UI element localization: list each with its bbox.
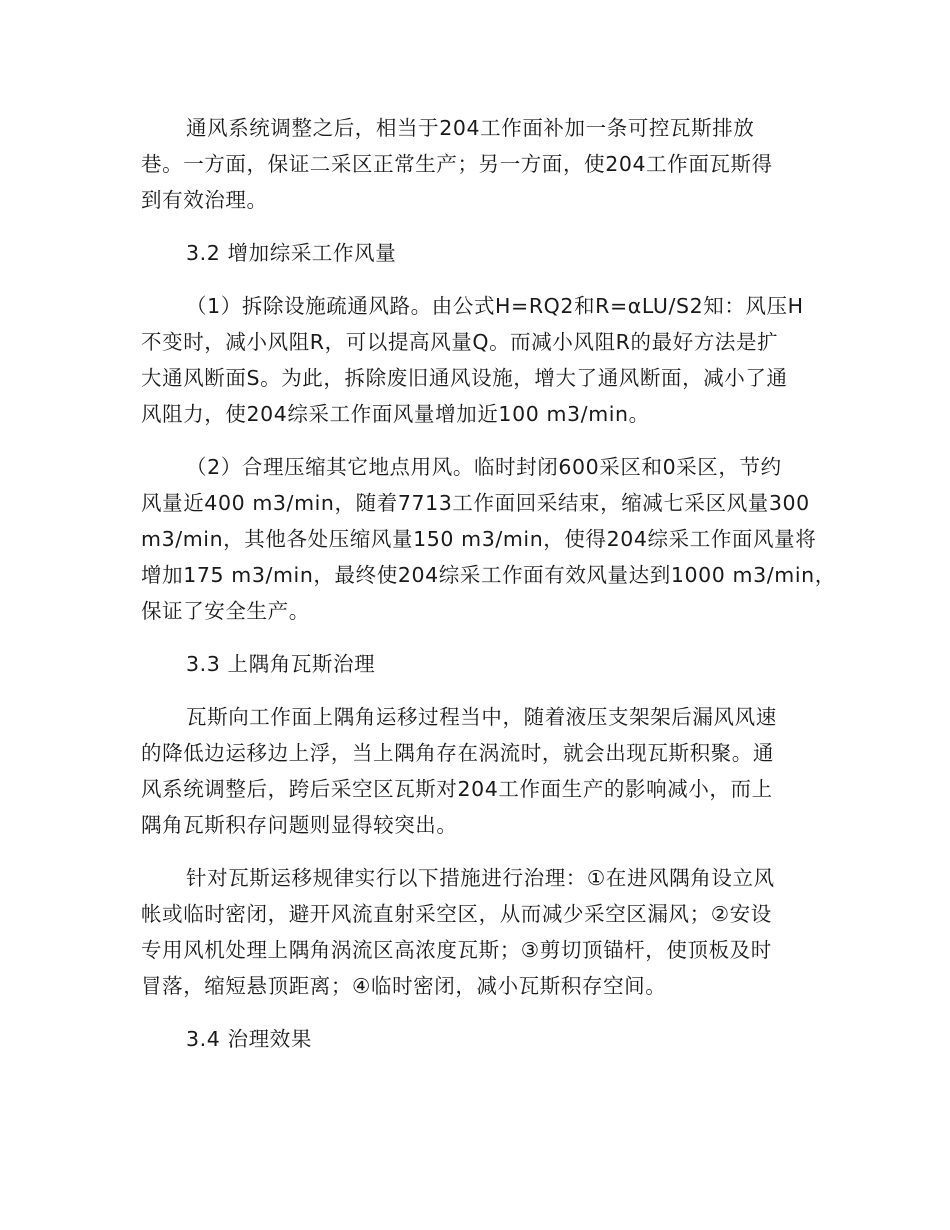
paragraph-line: 巷。一方面，保证二采区正常生产；另一方面，使204工作面瓦斯得: [141, 152, 773, 176]
paragraph-line: 瓦斯向工作面上隅角运移过程当中，随着液压支架架后漏风风速: [186, 705, 777, 729]
paragraph-line: 保证了安全生产。: [141, 599, 310, 623]
paragraph-line: 通风系统调整之后，相当于204工作面补加一条可控瓦斯排放: [186, 116, 755, 140]
paragraph-line: 不变时，减小风阻R，可以提高风量Q。而减小风阻R的最好方法是扩: [141, 330, 779, 354]
section-heading: 3.4 治理效果: [186, 1027, 312, 1051]
paragraph-line: 到有效治理。: [141, 188, 268, 212]
paragraph-line: 的降低边运移边上浮，当上隅角存在涡流时，就会出现瓦斯积聚。通: [141, 741, 774, 765]
section-heading: 3.3 上隅角瓦斯治理: [186, 652, 376, 676]
paragraph-line: （1）拆除设施疏通风路。由公式H=RQ2和R=αLU/S2知：风压H: [186, 294, 804, 318]
paragraph-line: 隅角瓦斯积存问题则显得较突出。: [141, 813, 458, 837]
paragraph-line: 帐或临时密闭，避开风流直射采空区，从而减少采空区漏风；②安设: [141, 902, 772, 926]
paragraph-line: 风量近400 m3/min，随着7713工作面回采结束，缩减七采区风量300: [141, 491, 810, 515]
section-heading: 3.2 增加综采工作风量: [186, 241, 397, 265]
paragraph-line: m3/min，其他各处压缩风量150 m3/min，使得204综采工作面风量将: [141, 527, 817, 551]
paragraph-line: 风系统调整后，跨后采空区瓦斯对204工作面生产的影响减小，而上: [141, 777, 773, 801]
paragraph-line: 风阻力，使204综采工作面风量增加近100 m3/min。: [141, 402, 650, 426]
paragraph-line: 增加175 m3/min，最终使204综采工作面有效风量达到1000 m3/min，: [141, 563, 836, 587]
paragraph-line: 大通风断面S。为此，拆除废旧通风设施，增大了通风断面，减小了通: [141, 366, 788, 390]
paragraph-line: 冒落，缩短悬顶距离；④临时密闭，减小瓦斯积存空间。: [141, 974, 667, 998]
paragraph-line: 专用风机处理上隅角涡流区高浓度瓦斯；③剪切顶锚杆，使顶板及时: [141, 938, 772, 962]
paragraph-line: （2）合理压缩其它地点用风。临时封闭600采区和0采区，节约: [186, 455, 782, 479]
paragraph-line: 针对瓦斯运移规律实行以下措施进行治理：①在进风隅角设立风: [186, 866, 775, 890]
